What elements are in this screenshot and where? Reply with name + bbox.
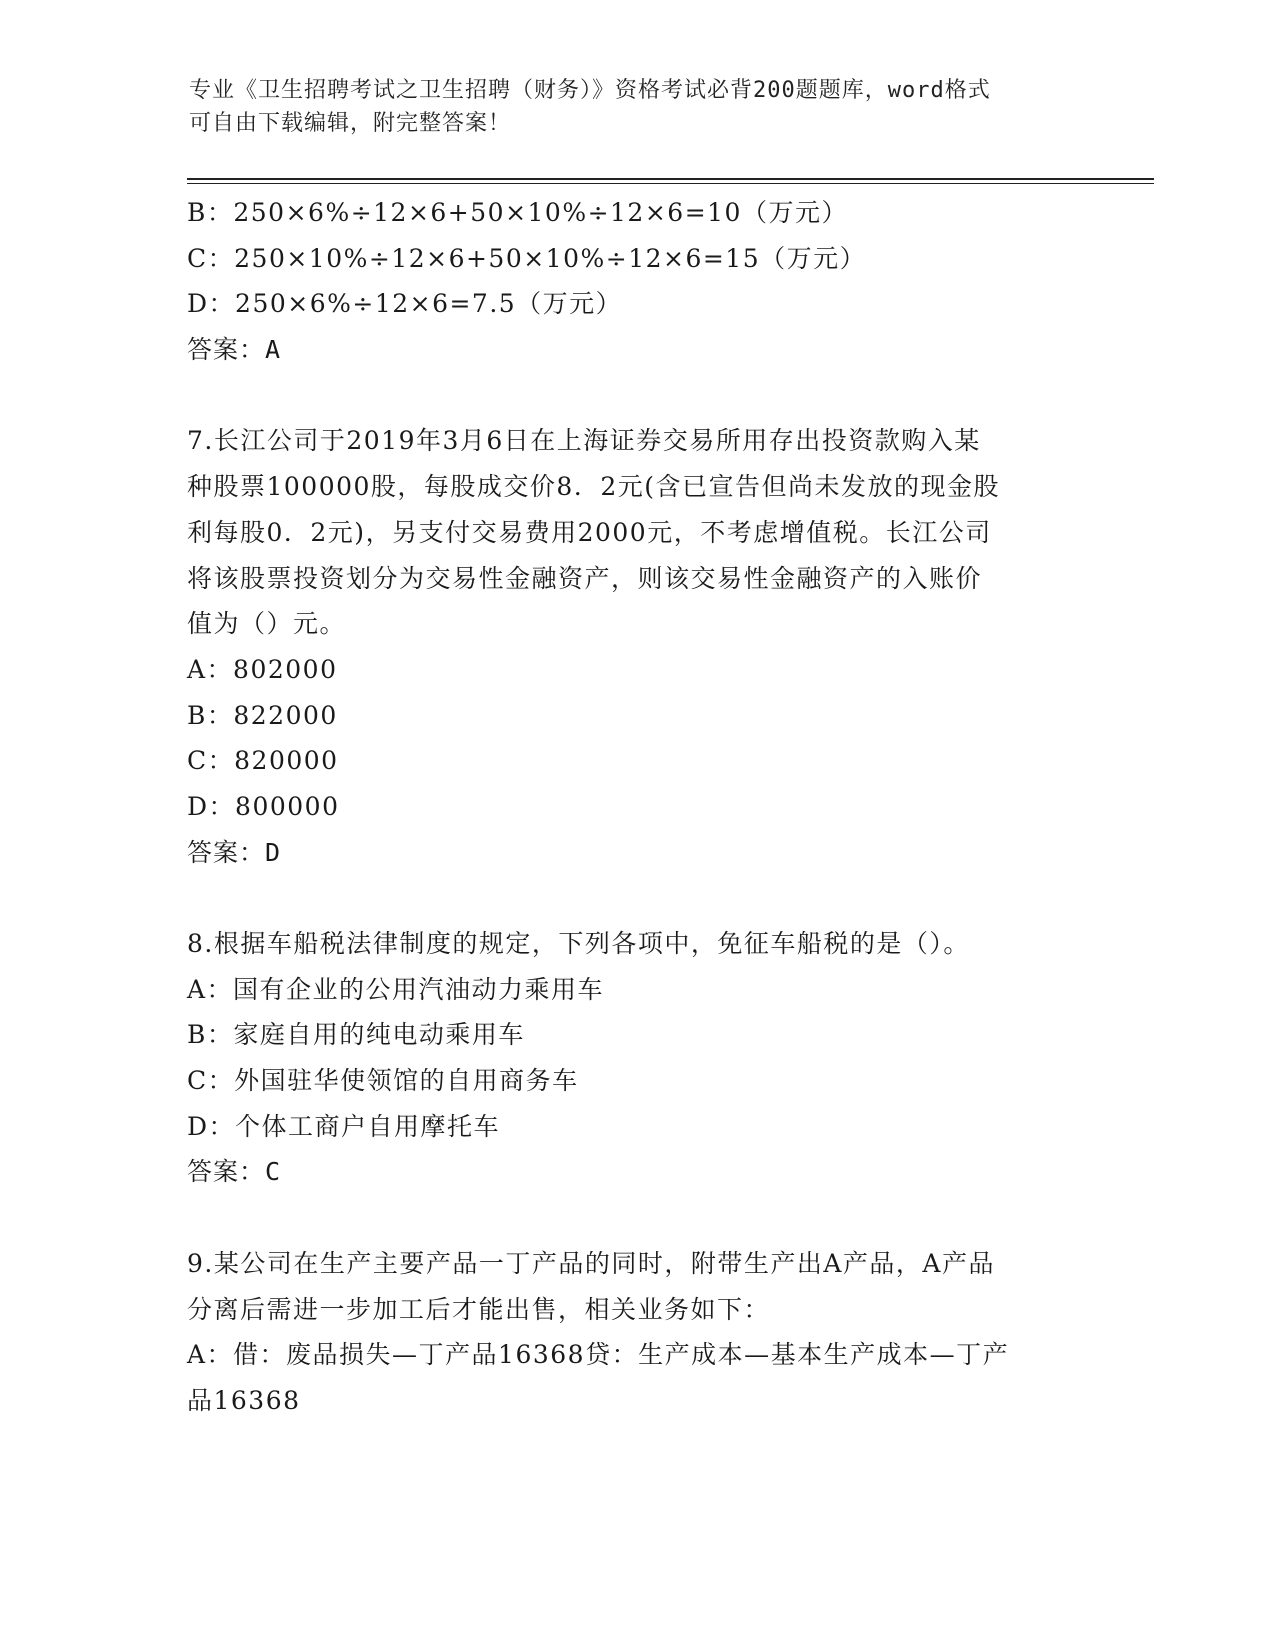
question-spacer (187, 1195, 1087, 1241)
option-c: C：外国驻华使领馆的自用商务车 (187, 1066, 579, 1096)
question-stem-line: 分离后需进一步加工后才能出售，相关业务如下： (187, 1294, 771, 1324)
option-c: C：250×10%÷12×6+50×10%÷12×6=15（万元） (187, 243, 867, 273)
question-spacer (187, 875, 1087, 921)
header-title-line-2: 可自由下载编辑，附完整答案！ (189, 111, 512, 136)
option-c: C：820000 (187, 746, 339, 776)
header-divider-thin (187, 183, 1154, 184)
question-8 (187, 921, 1087, 1195)
answer-line: 答案：A (187, 335, 282, 365)
option-b: B：家庭自用的纯电动乘用车 (187, 1020, 525, 1050)
question-6-tail (187, 190, 1087, 373)
option-d: D：250×6%÷12×6=7.5（万元） (187, 289, 623, 319)
question-stem-line: 9.某公司在生产主要产品一丁产品的同时，附带生产出A产品，A产品 (187, 1248, 995, 1278)
question-stem-line: 利每股0．2元)，另支付交易费用2000元，不考虑增值税。长江公司 (187, 517, 992, 547)
question-stem-line: 值为（）元。 (187, 609, 347, 639)
question-spacer (187, 373, 1087, 419)
option-a: A：借：废品损失—丁产品16368贷：生产成本—基本生产成本—丁产 (187, 1340, 1010, 1370)
question-stem-line: 8.根据车船税法律制度的规定，下列各项中，免征车船税的是（）。 (187, 929, 970, 958)
header-divider-thick (187, 178, 1154, 180)
question-9 (187, 1241, 1087, 1424)
question-stem-line: 将该股票投资划分为交易性金融资产，则该交易性金融资产的入账价 (187, 563, 983, 593)
option-a-continuation: 品16368 (187, 1385, 301, 1415)
option-d: D：个体工商户自用摩托车 (187, 1111, 501, 1141)
answer-line: 答案：D (187, 837, 282, 867)
option-b: B：250×6%÷12×6+50×10%÷12×6=10（万元） (187, 198, 848, 227)
question-7 (187, 418, 1087, 875)
header-title-line-1: 专业《卫生招聘考试之卫生招聘（财务）》资格考试必背200题题库，word格式 (189, 78, 991, 103)
option-b: B：822000 (187, 700, 338, 730)
page-header (189, 74, 1069, 140)
question-stem-line: 种股票100000股，每股成交价8．2元(含已宣告但尚未发放的现金股 (187, 472, 1001, 502)
question-content (187, 190, 1087, 1424)
question-stem-line: 7.长江公司于2019年3月6日在上海证券交易所用存出投资款购入某 (187, 426, 981, 456)
option-a: A：国有企业的公用汽油动力乘用车 (187, 974, 605, 1004)
answer-line: 答案：C (187, 1157, 282, 1187)
option-d: D：800000 (187, 791, 340, 821)
option-a: A：802000 (187, 654, 338, 684)
